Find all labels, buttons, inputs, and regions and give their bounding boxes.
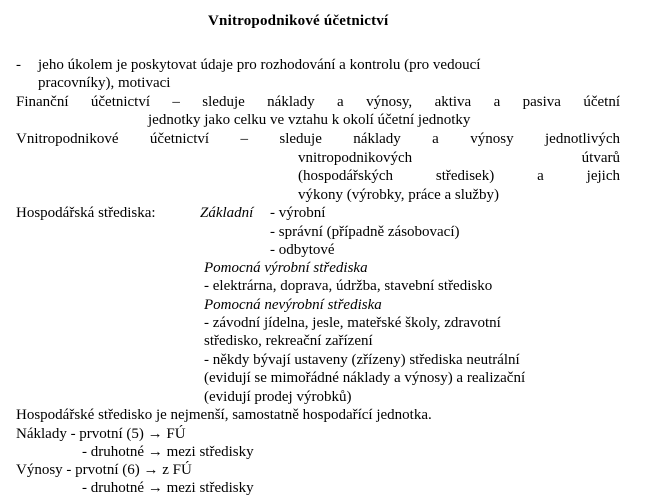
pomocna-vyrobni-label: Pomocná výrobní střediska [204, 260, 368, 276]
pomocna-nevyrobni-item-1: - závodní jídelna, jesle, mateřské školy, zdravotní [204, 315, 501, 331]
word: náklady [267, 94, 315, 110]
word: náklady [353, 131, 401, 147]
word: Vnitropodnikové [16, 131, 119, 147]
word: sleduje [279, 131, 322, 147]
vnitropodnikove-line-3 [298, 167, 620, 186]
strediska-label: Hospodářská střediska: [16, 205, 156, 221]
word: účetnictví [90, 94, 151, 110]
word: a [337, 94, 344, 110]
intro-line-2: pracovníky), motivaci [38, 75, 171, 91]
vnitropodnikove-line-3c: a [537, 168, 544, 184]
word: účetní [583, 94, 620, 110]
zakladni-item: - odbytové [270, 242, 335, 258]
neutralni-line-1: - někdy bývají ustaveny (zřízeny) střediska neutrální [204, 352, 520, 368]
pomocna-nevyrobni-label: Pomocná nevýrobní střediska [204, 297, 382, 313]
zakladni-label: Základní [200, 205, 254, 221]
pomocna-nevyrobni-item-2: středisko, rekreační zařízení [204, 333, 373, 349]
intro-line-1: jeho úkolem je poskytovat údaje pro rozhodování a kontrolu (pro vedoucí [38, 57, 481, 73]
zakladni-item: - správní (případně zásobovací) [270, 224, 460, 240]
naklady-line-2: - druhotné → mezi středisky [82, 444, 254, 460]
vnitropodnikove-line-3d: jejich [586, 168, 620, 184]
naklady-line-1: Náklady - prvotní (5) → FÚ [16, 426, 186, 442]
vynosy-line-2: - druhotné → mezi středisky [82, 480, 254, 496]
word: aktiva [434, 94, 472, 110]
word: účetnictví [149, 131, 210, 147]
vnitropodnikove-line-4: výkony (výrobky, práce a služby) [298, 187, 500, 203]
neutralni-line-2: (evidují se mimořádné náklady a výnosy) a realizační [204, 370, 526, 386]
vnitropodnikove-line-2a: vnitropodnikových [298, 150, 413, 166]
word: Finanční [16, 94, 69, 110]
intro-bullet: - [16, 57, 21, 73]
vnitropodnikove-line-1 [16, 130, 620, 149]
word: pasiva [522, 94, 561, 110]
vnitropodnikove-line-3a: (hospodářských [298, 168, 393, 184]
vnitropodnikove-line-2b: útvarů [581, 150, 620, 166]
definice: Hospodářské středisko je nejmenší, samostatně hospodařící jednotka. [16, 407, 432, 423]
vnitropodnikove-line-3b: středisek) [435, 168, 495, 184]
vnitropodnikove-line-2 [298, 149, 620, 168]
neutralni-line-3: (evidují prodej výrobků) [204, 389, 352, 405]
financni-line-2: jednotky jako celku ve vztahu k okolí účetní jednotky [148, 112, 471, 128]
word: a [493, 94, 501, 110]
word: výnosy [470, 131, 514, 147]
word: výnosy, [366, 94, 413, 110]
financni-line-1 [16, 93, 620, 112]
word: jednotlivých [545, 131, 620, 147]
word: a [432, 131, 439, 147]
zakladni-item: - výrobní [270, 205, 326, 221]
word: – [172, 94, 180, 110]
word: – [240, 131, 248, 147]
vynosy-line-1: Výnosy - prvotní (6) → z FÚ [16, 462, 192, 478]
page-title: Vnitropodnikové účetnictví [208, 13, 389, 29]
pomocna-vyrobni-item: - elektrárna, doprava, údržba, stavební středisko [204, 278, 493, 294]
word: sleduje [202, 94, 245, 110]
